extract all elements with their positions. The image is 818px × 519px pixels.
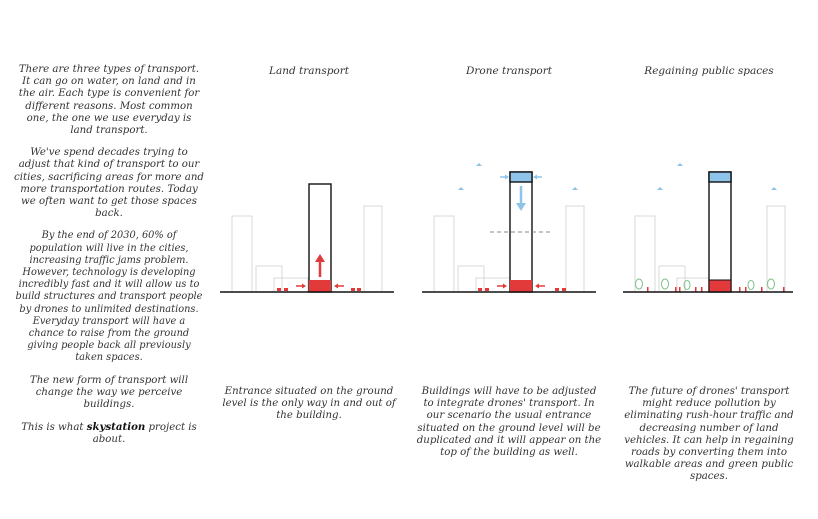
tower-building <box>709 172 731 292</box>
ground-entrance <box>709 280 731 292</box>
entry-arrow-right <box>334 284 344 289</box>
ground-entrance <box>510 280 532 292</box>
ground-entrance <box>309 280 331 292</box>
roof-entrance <box>510 172 532 182</box>
drone-arrow-left <box>500 175 509 180</box>
intro-text <box>14 64 204 457</box>
skystation-keyword: skystation <box>86 421 146 434</box>
trees <box>636 279 775 290</box>
panel-title-drone: Drone transport <box>465 65 552 77</box>
panel-title-land: Land transport <box>269 65 349 77</box>
intro-paragraph-3: By the end of 2030, 60% of population will live in the cities, increasing traffic jams problem. However, technology is developing incredibly fast and it will allow us to build structures and transport people by drones to unlimited destinations. Everyday transport will have a chance to raise from the ground giving people back all previously taken spaces. <box>15 230 203 364</box>
panel-caption-drone: Buildings will have to be adjusted to integrate drones' transport. In our scenario the usual entrance situated on the ground level will be duplicated and it will appear on the top of the building as well. <box>416 386 602 459</box>
context-buildings <box>434 206 584 292</box>
drone-arrow-right <box>533 175 542 180</box>
context-buildings <box>232 206 382 292</box>
entry-arrow-right <box>535 284 545 289</box>
intro-paragraph-5: This is what skystation project is about. <box>21 421 197 446</box>
panel-title-public-spaces: Regaining public spaces <box>644 65 774 77</box>
entry-arrow-left <box>497 284 507 289</box>
intro-paragraph-2: We've spend decades trying to adjust that kind of transport to our cities, sacrificing areas for more and more transportation routes. Today we often want to get those spaces back. <box>14 147 204 220</box>
roof-entrance <box>709 172 731 182</box>
public-spaces-diagram <box>623 160 818 300</box>
land-transport-diagram <box>220 160 420 300</box>
entry-arrow-left <box>296 284 306 289</box>
panel-caption-land: Entrance situated on the ground level is the only way in and out of the building. <box>222 386 396 422</box>
intro-paragraph-4: The new form of transport will change the way we perceive buildings. <box>29 374 189 411</box>
panel-caption-public-spaces: The future of drones' transport might reduce pollution by eliminating rush-hour traffic and decreasing number of land vehicles. It can help in regaining roads by converting them into walkable areas and green public spaces. <box>624 386 794 483</box>
drone-transport-diagram <box>422 160 622 300</box>
intro-paragraph-1: There are three types of transport. It can go on water, on land and in the air. Each type is convenient for different reasons. Most common one, the one we use everyday is land transport. <box>18 64 200 137</box>
